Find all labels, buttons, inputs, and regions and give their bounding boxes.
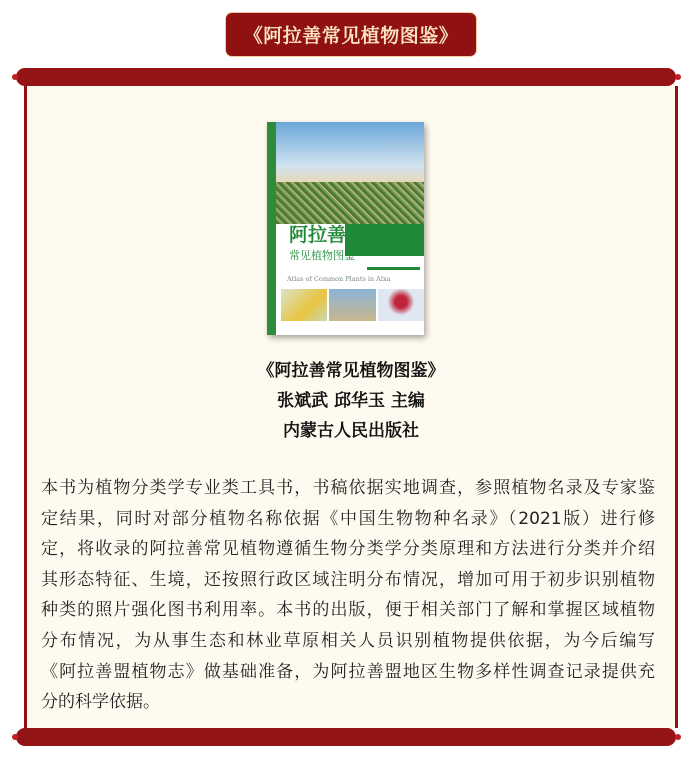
book-editors-caption: 张斌武 邱华玉 主编 (277, 391, 425, 411)
scroll-bar-top (16, 68, 676, 86)
decor-dot (12, 734, 18, 740)
description-line: 本书为植物分类学专业类工具书，书稿依据实地调查，参照植物名录及专家鉴 (41, 478, 655, 498)
description-line: 《阿拉善盟植物志》做基础准备，为阿拉善盟地区生物多样性调查记录提供充 (41, 661, 655, 682)
cover-subtitle: 常见植物图鉴 (289, 249, 355, 262)
cover-green-block (345, 224, 424, 256)
cover-green-line (367, 267, 420, 270)
decor-dot (12, 74, 18, 80)
book-description (41, 473, 655, 718)
book-cover-image (267, 122, 424, 335)
description-line: 种类的照片强化图书利用率。本书的出版，便于相关部门了解和掌握区域植物 (41, 600, 655, 621)
book-publisher-caption: 内蒙古人民出版社 (283, 421, 419, 441)
description-line: 定，将收录的阿拉善常见植物遵循生物分类学分类原理和方法进行分类并介绍 (41, 539, 655, 560)
section-title-badge (225, 12, 477, 57)
cover-photos (281, 289, 424, 321)
description-line: 分的科学依据。 (41, 692, 160, 713)
cover-photo (329, 289, 375, 321)
cover-photo (281, 289, 327, 321)
cover-photo (378, 289, 424, 321)
book-spine (267, 122, 276, 335)
description-line: 其形态特征、生境，还按照行政区域注明分布情况，增加可用于初步识别植物 (41, 569, 655, 590)
cover-field (276, 182, 424, 224)
book-title-caption: 《阿拉善常见植物图鉴》 (257, 361, 445, 381)
decor-dot (675, 734, 681, 740)
section-title: 《阿拉善常见植物图鉴》 (243, 25, 459, 47)
description-line: 分布情况，为从事生态和林业草原相关人员识别植物提供依据，为今后编写 (41, 630, 655, 651)
cover-english-title: Atlas of Common Plants in Alxa (287, 275, 391, 283)
cover-sky (276, 122, 424, 184)
decor-dot (675, 74, 681, 80)
description-line: 定结果，同时对部分植物名称依据《中国生物物种名录》（2021版）进行修 (41, 508, 655, 529)
cover-title: 阿拉善 (289, 224, 347, 246)
scroll-bar-bottom (16, 728, 676, 746)
